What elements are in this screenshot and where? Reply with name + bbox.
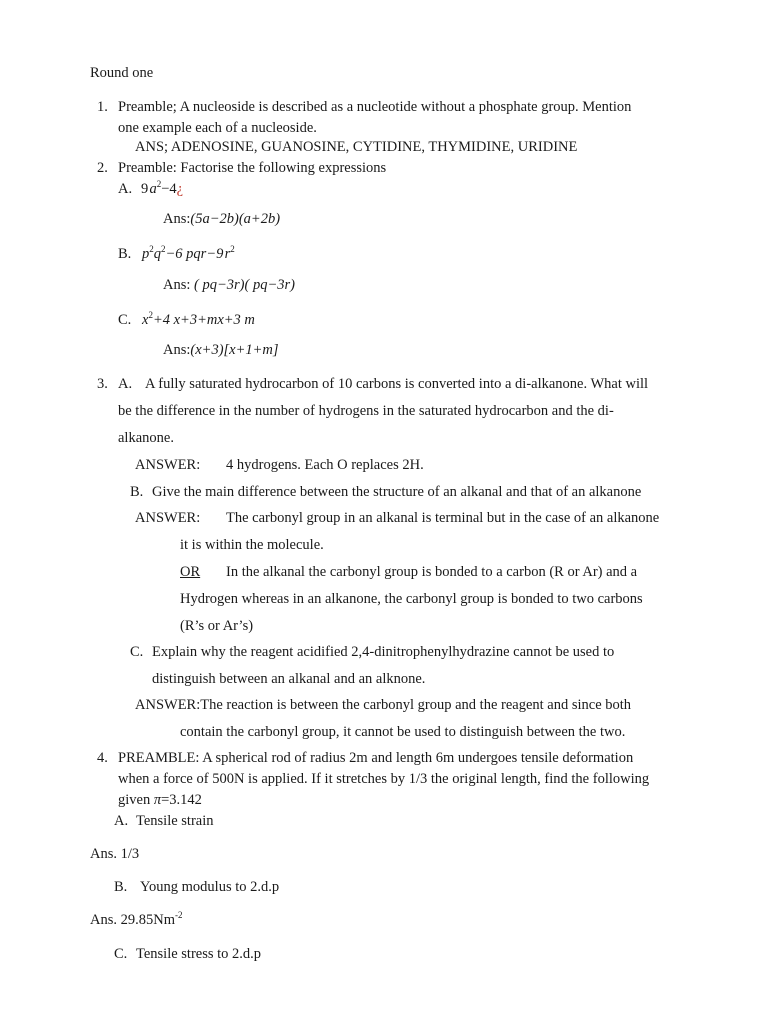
q3-part-c-label: C. <box>130 644 144 660</box>
q3-part-b-answer-line2: it is within the molecule. <box>180 537 324 553</box>
q2-part-a-label: A. <box>118 181 133 197</box>
q4-part-a-answer: Ans. 1/3 <box>90 846 140 862</box>
q4-preamble-line2: when a force of 500N is applied. If it stretches by 1/3 the original length, find the following <box>118 771 650 787</box>
q1-preamble-line1: Preamble; A nucleoside is described as a nucleotide without a phosphate group. Mention <box>118 99 632 115</box>
q3-part-b-answer-line1: The carbonyl group in an alkanal is terminal but in the case of an alkanone <box>226 510 660 526</box>
q3-part-a-line2: be the difference in the number of hydrogens in the saturated hydrocarbon and the di- <box>118 403 614 419</box>
q3-part-b-or: OR <box>180 564 201 580</box>
q4-part-c-label: C. <box>114 946 128 962</box>
q3-part-a-line3: alkanone. <box>118 430 174 446</box>
question-number: 4. <box>97 750 108 766</box>
q3-part-b-label: B. <box>130 484 144 500</box>
q4-part-b-question: Young modulus to 2.d.p <box>140 879 280 895</box>
q3-part-c-question-line2: distinguish between an alkanal and an alknone. <box>152 671 426 687</box>
q3-part-b-answer-line5: (R’s or Ar’s) <box>180 618 254 634</box>
q2-part-c-expression: $x^2+4$ x+3+mx+3 m <box>142 310 255 328</box>
question-number: 2. <box>97 160 108 176</box>
q2-part-b-label: B. <box>118 246 132 262</box>
q4-part-a-question: Tensile strain <box>136 813 214 829</box>
q3-part-b-answer-label: ANSWER: <box>135 510 201 526</box>
q3-part-c-question-line1: Explain why the reagent acidified 2,4-dinitrophenylhydrazine cannot be used to <box>152 644 615 660</box>
invalid-glyph: ¿ <box>176 181 184 197</box>
q3-part-b-answer-line3: In the alkanal the carbonyl group is bonded to a carbon (R or Ar) and a <box>226 564 638 580</box>
q2-part-b-expression: $p^2q^2-6$ pqr−9 $r^2$ <box>142 244 235 262</box>
q2-part-a-answer: Ans:(5a−2b)(a+2b) <box>163 211 281 227</box>
question-number: 3. <box>97 376 108 392</box>
q2-part-a-expression: 9 $a^2-4¿$ <box>141 179 184 197</box>
q3-part-b-answer-line4: Hydrogen whereas in an alkanone, the carbonyl group is bonded to two carbons <box>180 591 643 607</box>
q4-part-b-label: B. <box>114 879 128 895</box>
question-number: 1. <box>97 99 108 115</box>
q2-part-b-answer: Ans: ( pq−3r)( pq−3r) <box>163 277 295 293</box>
q4-preamble-line1: PREAMBLE: A spherical rod of radius 2m and length 6m undergoes tensile deformation <box>118 750 634 766</box>
round-heading: Round one <box>90 65 154 81</box>
q3-part-a-answer: 4 hydrogens. Each O replaces 2H. <box>226 457 424 473</box>
q4-part-b-answer: Ans. $29.85Nm^{-2}$ <box>90 910 183 928</box>
q4-preamble-line3: given π=3.142 <box>118 792 202 808</box>
q2-preamble: Preamble: Factorise the following expressions <box>118 160 387 176</box>
q3-part-c-answer-line2: contain the carbonyl group, it cannot be used to distinguish between the two. <box>180 724 626 740</box>
q3-part-a-line1: A fully saturated hydrocarbon of 10 carbons is converted into a di-alkanone. What will <box>145 376 649 392</box>
q2-part-c-label: C. <box>118 312 132 328</box>
q4-part-a-label: A. <box>114 813 129 829</box>
q1-answer: ANS; ADENOSINE, GUANOSINE, CYTIDINE, THYMIDINE, URIDINE <box>135 139 578 155</box>
q4-part-c-question: Tensile stress to 2.d.p <box>136 946 262 962</box>
q3-part-a-answer-label: ANSWER: <box>135 457 201 473</box>
q3-part-a-label: A. <box>118 376 133 392</box>
q2-part-c-answer: Ans:(x+3)[x+1+m] <box>163 342 279 358</box>
q3-part-b-question: Give the main difference between the structure of an alkanal and that of an alkanone <box>152 484 642 500</box>
q3-part-c-answer-line1: ANSWER:The reaction is between the carbonyl group and the reagent and since both <box>135 697 632 713</box>
q1-preamble-line2: one example each of a nucleoside. <box>118 120 317 136</box>
